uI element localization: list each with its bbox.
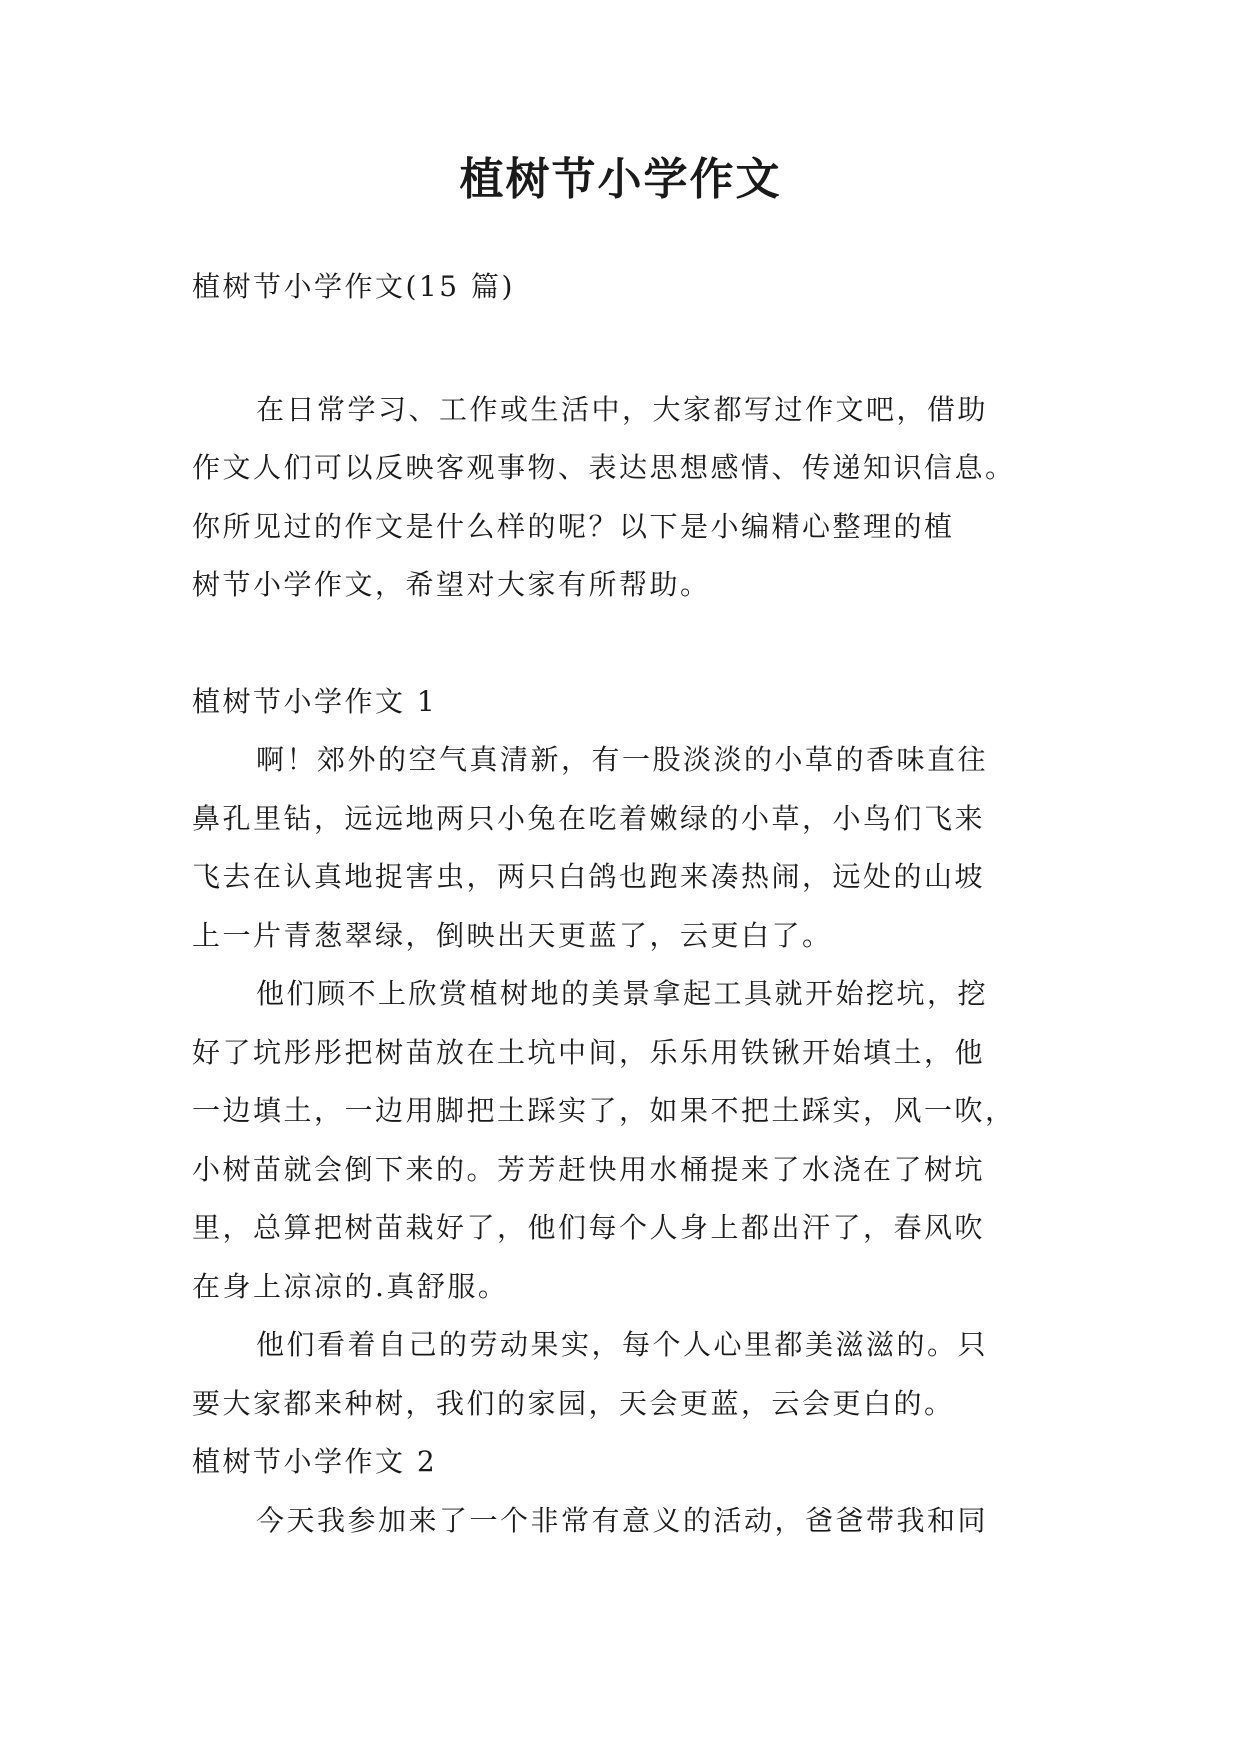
text-line: 飞去在认真地捉害虫，两只白鸽也跑来凑热闹，远处的山坡 — [192, 860, 986, 893]
text-line: 好了坑彤彤把树苗放在土坑中间，乐乐用铁锹开始填土，他 — [192, 1035, 986, 1069]
text-line: 上一片青葱翠绿，倒映出天更蓝了，云更白了。 — [192, 918, 833, 952]
text-line: 你所见过的作文是什么样的呢？以下是小编精心整理的植 — [192, 509, 955, 543]
spacer — [192, 615, 1052, 673]
essay-1-paragraph-3 — [192, 1316, 1052, 1433]
text-line: 树节小学作文，希望对大家有所帮助。 — [192, 568, 711, 601]
text-line: 他们顾不上欣赏植树地的美景拿起工具就开始挖坑，挖 — [256, 977, 989, 1010]
text-line: 里，总算把树苗栽好了，他们每个人身上都出汗了，春风吹 — [192, 1211, 986, 1244]
text-line: 要大家都来种树，我们的家园，天会更蓝，云会更白的。 — [192, 1386, 955, 1420]
essay-1-paragraph-1 — [192, 731, 1052, 965]
document-title: 植树节小学作文 — [459, 154, 782, 205]
document-body — [192, 258, 1052, 1550]
essay-1-paragraph-2 — [192, 965, 1052, 1316]
text-line: 啊！郊外的空气真清新，有一股淡淡的小草的香味直往 — [256, 743, 989, 776]
essay-2-heading: 植树节小学作文 2 — [192, 1445, 438, 1478]
spacer — [192, 317, 1052, 381]
essay-2-paragraph-1 — [192, 1492, 1052, 1551]
document-subtitle: 植树节小学作文(15 篇) — [192, 270, 515, 303]
text-line: 他们看着自己的劳动果实，每个人心里都美滋滋的。只 — [256, 1328, 989, 1361]
text-line: 鼻孔里钻，远远地两只小兔在吃着嫩绿的小草，小鸟们飞来 — [192, 801, 986, 835]
text-line: 一边填土，一边用脚把土踩实了，如果不把土踩实，风一吹， — [192, 1094, 1016, 1127]
text-line: 作文人们可以反映客观事物、表达思想感情、传递知识信息。 — [192, 451, 1016, 484]
essay-1-heading: 植树节小学作文 1 — [192, 684, 438, 718]
intro-paragraph — [192, 381, 1052, 615]
text-line: 在身上凉凉的.真舒服。 — [192, 1269, 509, 1303]
text-line: 小树苗就会倒下来的。芳芳赶快用水桶提来了水浇在了树坑 — [192, 1152, 986, 1186]
text-line: 今天我参加来了一个非常有意义的活动，爸爸带我和同 — [256, 1503, 989, 1537]
text-line: 在日常学习、工作或生活中，大家都写过作文吧，借助 — [256, 392, 989, 426]
